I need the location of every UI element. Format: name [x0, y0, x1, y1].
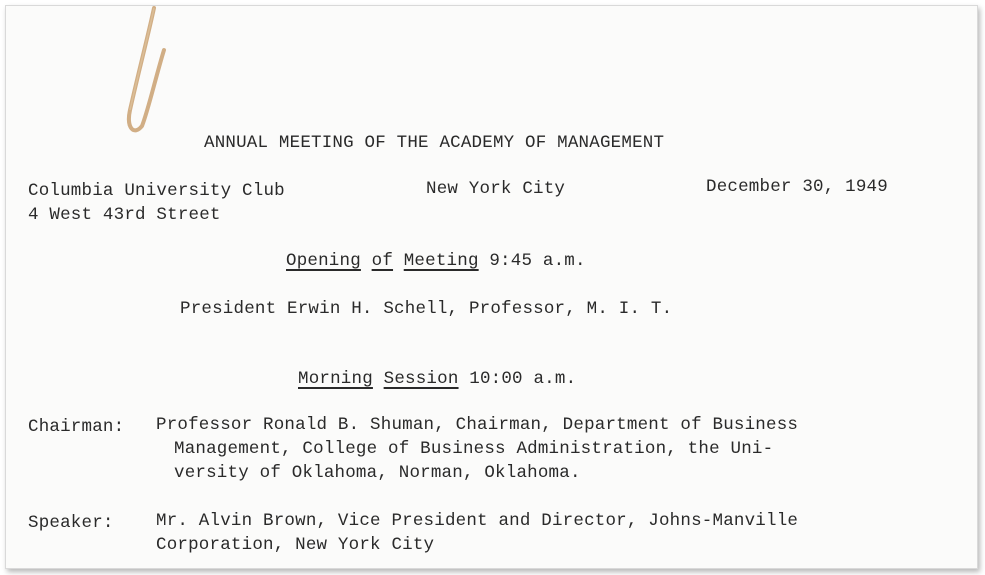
- opening-heading: [286, 250, 586, 272]
- chairman-line-3: versity of Oklahoma, Norman, Oklahoma.: [174, 463, 581, 483]
- document-page: [5, 5, 978, 569]
- opening-time: 9:45 a.m.: [489, 251, 586, 271]
- opening-word: Opening: [286, 251, 361, 271]
- chairman-line-2: Management, College of Business Administration, the Uni-: [174, 439, 774, 459]
- paperclip-stain-icon: [118, 6, 178, 146]
- session-word: Session: [383, 369, 459, 389]
- city: New York City: [426, 179, 566, 199]
- meeting-date: December 30, 1949: [706, 177, 888, 197]
- speaker-line-2: Corporation, New York City: [156, 535, 435, 555]
- venue-name: Columbia University Club: [28, 181, 285, 201]
- president-line: President Erwin H. Schell, Professor, M. I. T.: [180, 299, 673, 319]
- document-title: ANNUAL MEETING OF THE ACADEMY OF MANAGEMENT: [204, 133, 665, 153]
- morning-word: Morning: [298, 369, 373, 389]
- chairman-label: Chairman:: [28, 417, 125, 437]
- speaker-line-1: Mr. Alvin Brown, Vice President and Director, Johns-Manville: [156, 511, 799, 531]
- speaker-label: Speaker:: [28, 513, 114, 533]
- of-word: of: [371, 251, 394, 271]
- morning-session-heading: [298, 368, 576, 390]
- morning-time: 10:00 a.m.: [469, 369, 577, 389]
- meeting-word: Meeting: [403, 251, 479, 271]
- venue-address: 4 West 43rd Street: [28, 205, 221, 225]
- chairman-line-1: Professor Ronald B. Shuman, Chairman, Department of Business: [156, 415, 799, 435]
